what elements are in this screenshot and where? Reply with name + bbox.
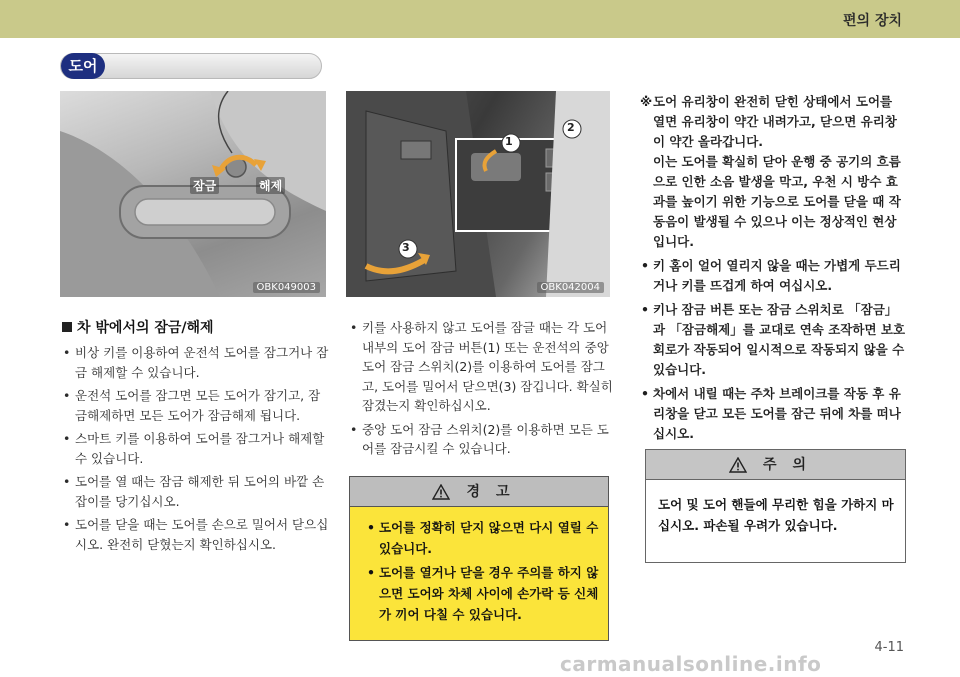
section-title: 도어 bbox=[61, 53, 105, 79]
page-header-title: 편의 장치 bbox=[843, 13, 902, 29]
list-item: • 키 홈이 얼어 열리지 않을 때는 가볍게 두드리거나 키를 뜨겁게 하여 여십시오. bbox=[640, 256, 906, 296]
door-handle-photo bbox=[60, 91, 326, 297]
caution-triangle-icon bbox=[729, 457, 747, 473]
note-paragraph: 이는 도어를 확실히 닫아 운행 중 공기의 흐름으로 인한 소음 발생을 막고, 우천 시 방수 효과를 높이기 위한 기능으로 도어를 닫을 때 작동음이 발생될 수 있으나 이는 정상적인 현상입니다. bbox=[653, 154, 901, 249]
note-mark: ※ bbox=[640, 94, 653, 109]
caution-text: 도어 및 도어 핸들에 무리한 힘을 가하지 마십시오. 파손될 우려가 있습니다. bbox=[658, 497, 894, 533]
outside-lock-list bbox=[62, 343, 330, 558]
watermark-text: carmanualsonline.info bbox=[560, 652, 822, 676]
section-title-bar bbox=[60, 53, 322, 79]
list-item: • 도어를 정확히 닫지 않으면 다시 열릴 수 있습니다. bbox=[366, 517, 602, 559]
list-item: • 중앙 도어 잠금 스위치(2)를 이용하면 모든 도어를 잠금시킬 수 있습니다. bbox=[349, 420, 617, 459]
subsection-heading bbox=[62, 317, 214, 337]
heading-square-icon bbox=[62, 322, 72, 332]
list-item: • 비상 키를 이용하여 운전석 도어를 잠그거나 잠금 해제할 수 있습니다. bbox=[62, 343, 330, 382]
callout-3: 3 bbox=[402, 241, 410, 254]
warning-header bbox=[350, 477, 608, 507]
photo-code-left: OBK049003 bbox=[253, 282, 320, 293]
header-band bbox=[0, 0, 960, 38]
caution-box bbox=[645, 449, 906, 563]
right-tips-list bbox=[640, 256, 906, 448]
list-item: • 도어를 열거나 닫을 경우 주의를 하지 않으면 도어와 차체 사이에 손가락 등 신체가 끼어 다칠 수 있습니다. bbox=[366, 562, 602, 625]
callout-1: 1 bbox=[505, 135, 513, 148]
subsection-heading-text: 차 밖에서의 잠금/해제 bbox=[77, 320, 214, 336]
photo-code-right: OBK042004 bbox=[537, 282, 604, 293]
list-item: • 운전석 도어를 잠그면 모든 도어가 잠기고, 잠금해제하면 모든 도어가 잠금해제 됩니다. bbox=[62, 386, 330, 425]
list-item: • 차에서 내릴 때는 주차 브레이크를 작동 후 유리창을 닫고 모든 도어를 잠근 뒤에 차를 떠나십시오. bbox=[640, 384, 906, 444]
caution-title: 주의 bbox=[762, 457, 823, 473]
warning-triangle-icon bbox=[432, 484, 450, 500]
warning-title: 경고 bbox=[466, 484, 526, 500]
unlock-direction-label: 해제 bbox=[256, 177, 285, 194]
list-item: • 키를 사용하지 않고 도어를 잠글 때는 각 도어 내부의 도어 잠금 버튼(1) 또는 운전석의 중앙 도어 잠금 스위치(2)를 이용하여 도어를 잠그고, 도어를 밀어서 닫으면(3) 잠깁니다. 확실히 잠겼는지 확인하십시오. bbox=[349, 318, 617, 416]
list-item: • 키나 잠금 버튼 또는 잠금 스위치로 「잠금」과 「잠금해제」를 교대로 연속 조작하면 보호회로가 작동되어 일시적으로 작동되지 않을 수 있습니다. bbox=[640, 300, 906, 380]
note-paragraph: 도어 유리창이 완전히 닫힌 상태에서 도어를 열면 유리창이 약간 내려가고, 닫으면 유리창이 약간 올라갑니다. bbox=[653, 94, 897, 149]
page-number: 4-11 bbox=[874, 640, 904, 655]
caution-header bbox=[646, 450, 905, 480]
lock-direction-label: 잠금 bbox=[190, 177, 219, 194]
inside-lock-list bbox=[349, 318, 617, 463]
door-handle-illustration bbox=[60, 91, 326, 297]
warning-list bbox=[366, 517, 602, 628]
warning-box bbox=[349, 476, 609, 641]
list-item: • 도어를 열 때는 잠금 해제한 뒤 도어의 바깥 손잡이를 당기십시오. bbox=[62, 472, 330, 511]
list-item: • 도어를 닫을 때는 도어를 손으로 밀어서 닫으십시오. 완전히 닫혔는지 확인하십시오. bbox=[62, 515, 330, 554]
callout-2: 2 bbox=[567, 121, 575, 134]
list-item: • 스마트 키를 이용하여 도어를 잠그거나 해제할 수 있습니다. bbox=[62, 429, 330, 468]
note-block bbox=[640, 92, 906, 252]
door-interior-photo bbox=[346, 91, 610, 297]
